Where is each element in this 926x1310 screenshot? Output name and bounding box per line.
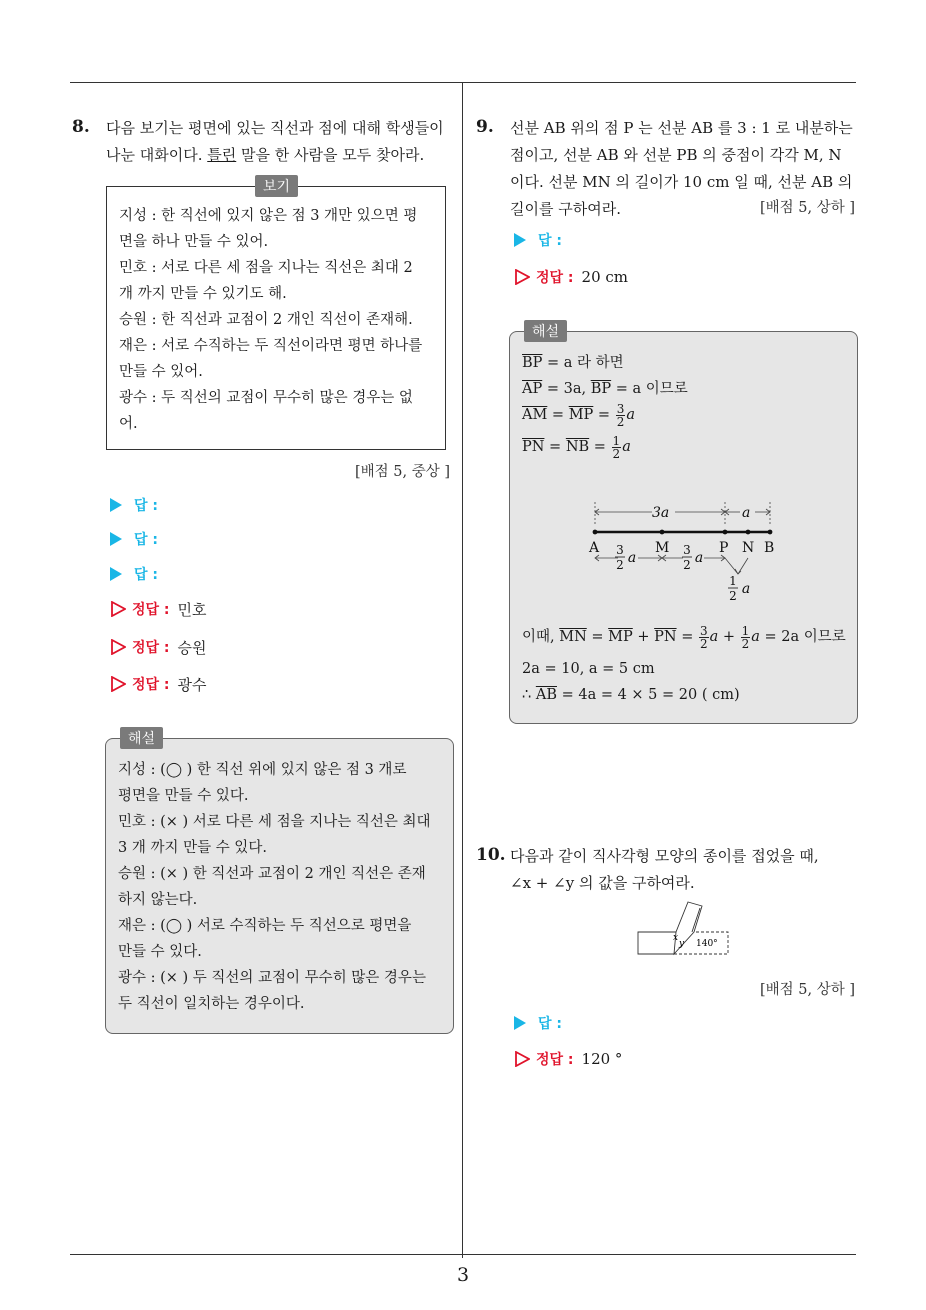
key-label: 정답 :	[132, 677, 170, 693]
q10-text-line2: ∠x + ∠y 의 값을 구하여라.	[510, 874, 695, 892]
triangle-outline-icon	[110, 601, 126, 617]
q8-solution-line: 하지 않는다.	[118, 892, 198, 908]
angle-x-label: x	[673, 933, 679, 943]
q10-text-line1: 다음과 같이 직사각형 모양의 종이를 접었을 때,	[510, 847, 819, 865]
q9-sol-line2	[522, 376, 852, 402]
q8-example-line: 민호 : 서로 다른 세 점을 지나는 직선은 최대 2	[119, 260, 413, 276]
q9-sol-text: ∴	[522, 687, 536, 703]
q8-example-content	[119, 203, 441, 437]
segment-label: $\overline{MP}$	[568, 407, 594, 423]
q8-example-box	[106, 186, 446, 450]
q8-key-value: 승원	[177, 638, 207, 657]
point-label-p: P	[719, 540, 729, 556]
answer-label: 답 :	[134, 532, 158, 548]
q8-solution-label: 해설	[120, 727, 163, 749]
frac-numerator: 3	[616, 543, 624, 557]
frac-denominator: 2	[741, 636, 750, 651]
key-label: 정답 :	[536, 270, 574, 286]
q10-text	[510, 843, 860, 897]
q8-score: [배점 5, 중상 ]	[355, 464, 451, 480]
diagram-label-a: a	[741, 581, 751, 597]
q10-number: 10.	[476, 845, 506, 865]
q9-sol-line7	[522, 682, 857, 708]
q8-example-line: 광수 : 두 직선의 교점이 무수히 많은 경우는 없	[119, 390, 413, 406]
answer-label: 답 :	[538, 233, 562, 249]
q8-text	[106, 115, 456, 169]
q9-solution-content	[522, 350, 852, 466]
frac-numerator: 1	[729, 574, 737, 588]
q8-key-value: 광수	[177, 675, 207, 694]
q8-solution-line: 만들 수 있다.	[118, 944, 202, 960]
q8-solution-content	[118, 757, 448, 1017]
fraction	[612, 435, 622, 460]
top-rule	[70, 82, 856, 83]
frac-denominator: 2	[612, 446, 621, 461]
q9-number: 9.	[476, 117, 494, 137]
frac-denominator: 2	[683, 558, 691, 572]
q9-sol-text: = 4a = 4 × 5 = 20 ( cm)	[556, 687, 740, 703]
frac-denominator: 2	[616, 558, 624, 572]
q9-text-line: 선분 AB 위의 점 P 는 선분 AB 를 3 : 1 로 내분하는	[510, 119, 853, 137]
q8-answer-row-2	[110, 528, 158, 550]
segment-label: $\overline{MN}$	[559, 629, 587, 645]
variable-a: a	[622, 439, 631, 455]
q8-solution-line: 민호 : (× ) 서로 다른 세 점을 지나는 직선은 최대	[118, 814, 431, 830]
q8-number: 8.	[72, 117, 90, 137]
diagram-label-a: a	[627, 550, 637, 566]
diagram-label-a: a	[694, 550, 704, 566]
q10-answer-row	[514, 1012, 562, 1034]
play-icon	[110, 567, 122, 581]
q10-key-value: 120 °	[581, 1050, 623, 1068]
variable-a: a	[751, 629, 760, 645]
q8-example-line: 지성 : 한 직선에 있지 않은 점 3 개만 있으면 평	[119, 208, 418, 224]
q8-key-row-2	[110, 636, 207, 658]
q8-key-row-3	[110, 673, 207, 695]
point-label-n: N	[742, 540, 755, 556]
q9-text-line: 길이를 구하여라.	[510, 200, 621, 218]
segment-label: $\overline{AB}$	[535, 687, 557, 703]
q9-sol-text: = 3a,	[542, 381, 591, 397]
triangle-outline-icon	[514, 269, 530, 285]
q10-key-row	[514, 1048, 622, 1070]
q9-sol-text: = 2a 이므로	[759, 629, 846, 645]
q8-solution-line: 광수 : (× ) 두 직선의 교점이 무수히 많은 경우는	[118, 970, 426, 986]
diagram-label-3a: 3a	[652, 505, 670, 521]
q9-sol-text: =	[544, 439, 566, 455]
q8-example-line: 개 까지 만들 수 있기도 해.	[119, 286, 287, 302]
segment-label: $\overline{BP}$	[522, 355, 543, 371]
fraction	[741, 625, 751, 650]
q8-example-line: 면을 하나 만들 수 있어.	[119, 234, 269, 250]
q9-sol-text: =	[589, 439, 611, 455]
q8-solution-line: 평면을 만들 수 있다.	[118, 788, 249, 804]
triangle-outline-icon	[514, 1051, 530, 1067]
frac-numerator: 3	[683, 543, 691, 557]
q8-text-pre: 나눈 대화이다.	[106, 146, 208, 164]
q9-sol-line4	[522, 434, 852, 466]
point-label-b: B	[764, 540, 775, 556]
q9-sol-line1	[522, 350, 852, 376]
frac-numerator: 3	[616, 401, 625, 416]
q8-example-line: 만들 수 있어.	[119, 364, 203, 380]
key-label: 정답 :	[132, 602, 170, 618]
play-icon	[110, 532, 122, 546]
q8-answer-row-1	[110, 494, 158, 516]
q8-underlined-word: 틀린	[207, 146, 237, 164]
q9-segment-diagram	[580, 494, 790, 612]
q9-score: [배점 5, 상하 ]	[760, 200, 856, 216]
key-label: 정답 :	[132, 640, 170, 656]
point-label-m: M	[655, 540, 670, 556]
q8-key-value: 민호	[177, 600, 207, 619]
q9-answer-row	[514, 229, 562, 251]
q9-sol-text: = a 라 하면	[542, 355, 624, 371]
q8-solution-line: 재은 : (◯ ) 서로 수직하는 두 직선으로 평면을	[118, 918, 412, 934]
diagram-label-a: a	[742, 505, 751, 521]
q8-answer-row-3	[110, 563, 158, 585]
q8-solution-line: 3 개 까지 만들 수 있다.	[118, 840, 267, 856]
key-label: 정답 :	[536, 1052, 574, 1068]
triangle-outline-icon	[110, 639, 126, 655]
q9-key-value: 20 cm	[581, 268, 629, 286]
q9-text-line: 점이고, 선분 AB 와 선분 PB 의 중점이 각각 M, N	[510, 146, 842, 164]
q8-solution-line: 두 직선이 일치하는 경우이다.	[118, 996, 305, 1012]
q8-text-line2	[106, 142, 456, 169]
q8-example-line: 어.	[119, 416, 138, 432]
fraction	[699, 625, 709, 650]
point-label-a: A	[589, 540, 600, 556]
q8-text-post: 말을 한 사람을 모두 찾아라.	[236, 146, 425, 164]
frac-numerator: 3	[699, 623, 708, 638]
frac-numerator: 1	[741, 623, 750, 638]
segment-label: $\overline{PN}$	[522, 439, 545, 455]
q9-solution-content-2	[522, 624, 857, 708]
q9-sol-line3	[522, 402, 852, 434]
variable-a: a	[709, 629, 719, 645]
q9-sol-text: = a 이므로	[611, 381, 688, 397]
q8-example-line: 승원 : 한 직선과 교점이 2 개인 직선이 존재해.	[119, 312, 413, 328]
q8-example-label: 보기	[255, 175, 298, 197]
q8-solution-line: 지성 : (◯ ) 한 직선 위에 있지 않은 점 3 개로	[118, 762, 407, 778]
play-icon	[110, 498, 122, 512]
q9-sol-line5: 이때, $\overline{MN} = \overline{MP} + \overline{PN}$ = $\frac{3}{2}$ a + $\frac{1}{2}$ a = 2a 이므로	[522, 623, 846, 651]
q9-sol-line6: 2a = 10, a = 5 cm	[522, 661, 655, 677]
answer-label: 답 :	[134, 498, 158, 514]
bottom-rule	[70, 1254, 856, 1255]
segment-label: $\overline{MP}$	[608, 629, 633, 645]
q9-sol-text: =	[593, 407, 615, 423]
frac-denominator: 2	[699, 636, 708, 651]
q9-sol-text: 이때,	[522, 629, 560, 645]
q8-solution-box	[105, 738, 454, 1034]
segment-label: $\overline{AM}$	[522, 407, 548, 423]
answer-label: 답 :	[538, 1016, 562, 1032]
q9-sol-text: =	[547, 407, 569, 423]
frac-numerator: 1	[612, 433, 621, 448]
frac-denominator: 2	[616, 414, 625, 429]
q9-text-line: 이다. 선분 MN 의 길이가 10 cm 일 때, 선분 AB 의	[510, 173, 853, 191]
q9-solution-label: 해설	[524, 320, 567, 342]
q9-key-row	[514, 266, 628, 288]
play-icon	[514, 1016, 526, 1030]
angle-140-label: 140°	[696, 939, 718, 949]
q8-key-row-1	[110, 598, 207, 620]
q10-score: [배점 5, 상하 ]	[760, 982, 856, 998]
frac-denominator: 2	[729, 589, 737, 603]
variable-a: a	[626, 407, 635, 423]
segment-label: $\overline{NB}$	[565, 439, 590, 455]
segment-label: $\overline{PN}$	[654, 629, 677, 645]
answer-label: 답 :	[134, 567, 158, 583]
q8-solution-line: 승원 : (× ) 한 직선과 교점이 2 개인 직선은 존재	[118, 866, 426, 882]
fraction	[616, 403, 626, 428]
q8-text-line1: 다음 보기는 평면에 있는 직선과 점에 대해 학생들이	[106, 119, 444, 137]
q8-example-line: 재은 : 서로 수직하는 두 직선이라면 평면 하나를	[119, 338, 423, 354]
play-icon	[514, 233, 526, 247]
q10-folded-paper-figure	[636, 898, 732, 958]
segment-label: $\overline{BP}$	[590, 381, 612, 397]
triangle-outline-icon	[110, 676, 126, 692]
page-number: 3	[456, 1264, 470, 1286]
angle-y-label: y	[679, 939, 685, 949]
q9-solution-box	[509, 331, 858, 724]
column-divider	[462, 82, 463, 1258]
segment-label: $\overline{AP}$	[522, 381, 543, 397]
